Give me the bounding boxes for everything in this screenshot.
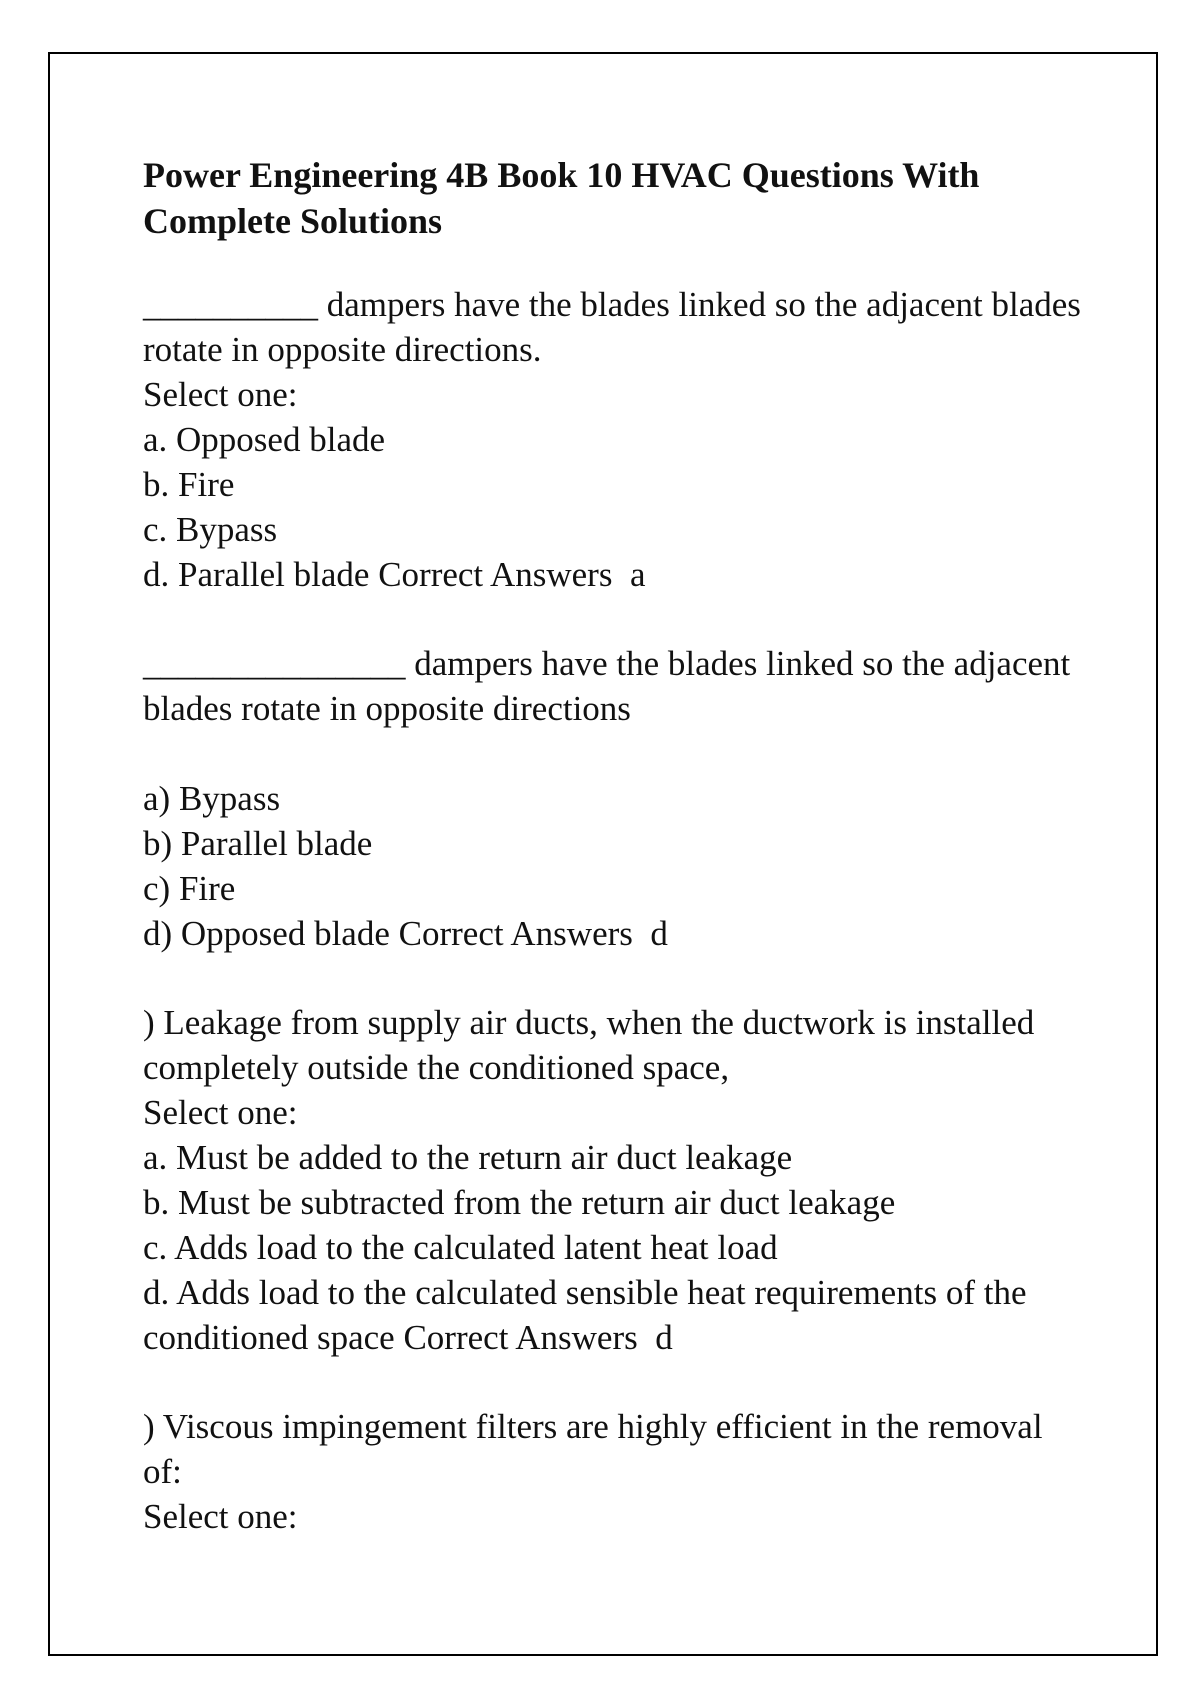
answer-option: c. Bypass [143,510,278,549]
question-2 [143,641,1083,956]
document-title: Power Engineering 4B Book 10 HVAC Questions With Complete Solutions [143,155,980,241]
answer-option: d. Adds load to the calculated sensible heat requirements of the conditioned space Correct Answers d [143,1273,1036,1357]
answer-option: b. Fire [143,465,235,504]
answer-option: b) Parallel blade [143,824,373,863]
question-1 [143,282,1090,597]
answer-option: c. Adds load to the calculated latent heat load [143,1228,778,1267]
question-prompt: Select one: [143,1497,298,1536]
answer-option: a. Opposed blade [143,420,386,459]
question-prompt: Select one: [143,1093,298,1132]
answer-option: d) Opposed blade Correct Answers d [143,914,668,953]
answer-option: a. Must be added to the return air duct leakage [143,1138,793,1177]
question-stem: ) Viscous impingement filters are highly efficient in the removal of: [143,1407,1052,1491]
document-body [143,152,1090,1583]
answer-option: d. Parallel blade Correct Answers a [143,555,646,594]
answer-option: c) Fire [143,869,236,908]
question-4 [143,1404,1083,1539]
answer-option: a) Bypass [143,779,281,818]
question-prompt: Select one: [143,375,298,414]
answer-option: b. Must be subtracted from the return air duct leakage [143,1183,896,1222]
question-stem: ) Leakage from supply air ducts, when the ductwork is installed completely outside the conditioned space, [143,1003,1044,1087]
question-stem: _______________ dampers have the blades linked so the adjacent blades rotate in opposite directions [143,644,1080,728]
spacer [143,731,1083,776]
question-stem: __________ dampers have the blades linked so the adjacent blades rotate in opposite directions. [143,285,1090,369]
question-3 [143,1000,1083,1360]
